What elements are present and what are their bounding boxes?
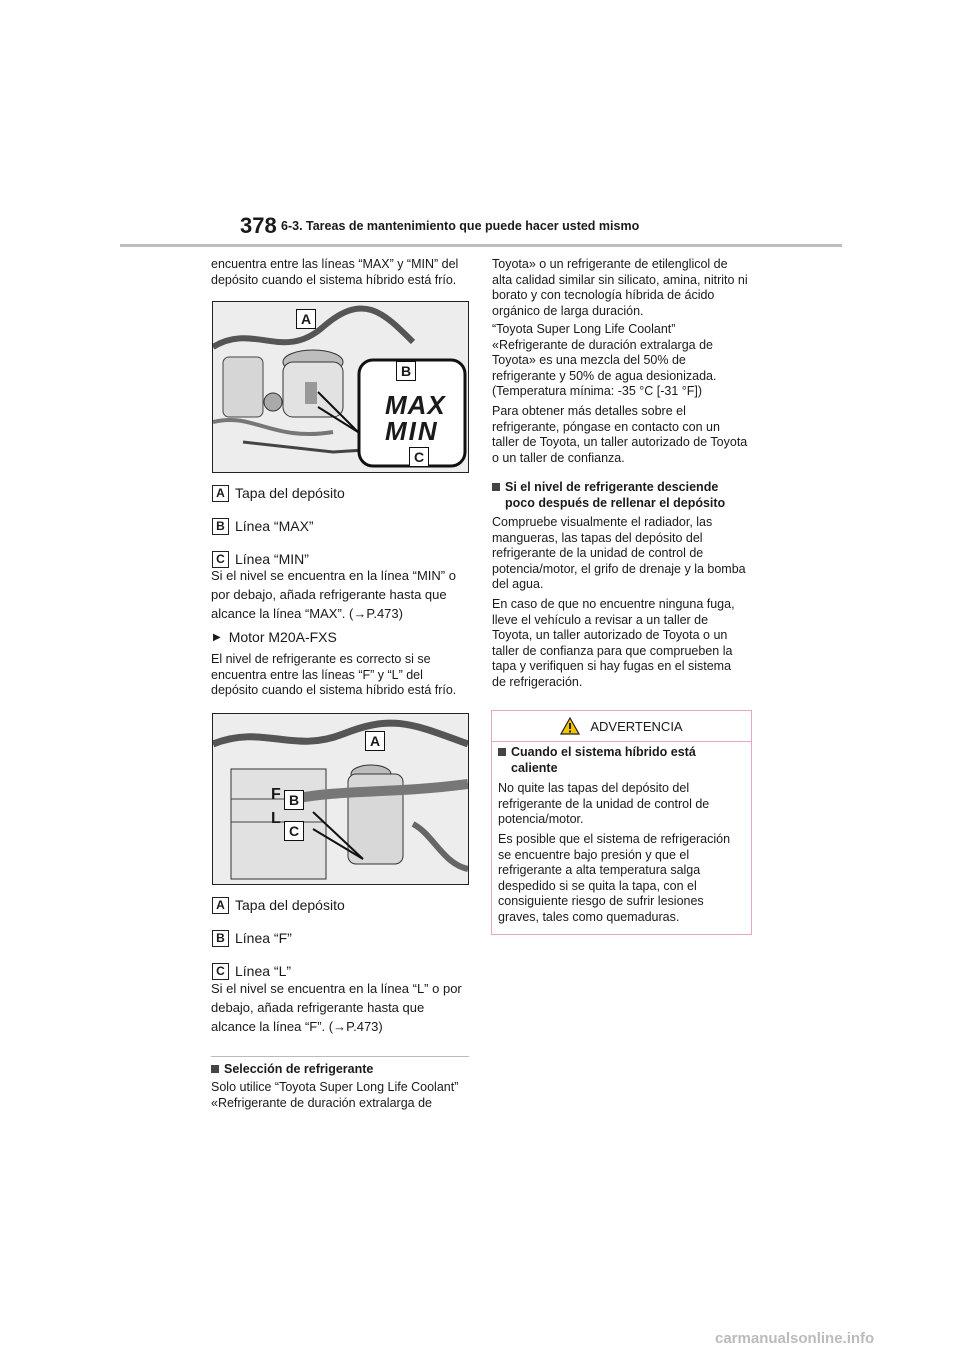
right-p1: Toyota» o un refrigerante de etilenglicol de alta calidad similar sin silicato, amina, nitrito ni borato y con tecnología híbrida de ácido orgánico de larga duración. [492, 257, 748, 318]
legend-text: Tapa del depósito [235, 485, 345, 501]
callout-c-fig2: C [284, 821, 304, 841]
engine-heading-text: Motor M20A-FXS [228, 629, 337, 645]
l-mark: L [271, 810, 281, 827]
note-line: debajo, añada refrigerante hasta que [211, 1000, 425, 1015]
divider [211, 1056, 469, 1057]
intro-text: encuentra entre las líneas “MAX” y “MIN” del depósito cuando el sistema híbrido está frío. [211, 257, 459, 287]
engine-heading [213, 629, 337, 645]
coolant-heading [211, 1062, 373, 1076]
section-title: 6-3. Tareas de mantenimiento que puede hacer usted mismo [281, 219, 640, 233]
callout-a-fig1: A [296, 309, 316, 329]
right-p5: En caso de que no encuentre ninguna fuga, lleve el vehículo a revisar a un taller de Toyota, un taller autorizado de Toyota o un taller de confianza para que comprueben la tapa y verifiquen si hay fugas en el sistema de refrigeración. [492, 597, 735, 689]
engine-text: El nivel de refrigerante es correcto si se encuentra entre las líneas “F” y “L” del depósito cuando el sistema híbrido está frío. [211, 652, 457, 697]
note-fig2 [211, 979, 481, 1036]
level-drop-heading-text: Si el nivel de refrigerante desciende poco después de rellenar el depósito [505, 480, 726, 510]
warning-p2: Es posible que el sistema de refrigeración se encuentre bajo presión y que el refrigerante a alta temperatura salga despedido si se quita la tapa, con el consiguiente riesgo de sufrir lesiones graves, tales como quemaduras. [498, 832, 731, 924]
f-mark: F [271, 786, 281, 803]
warning-heading-text: Cuando el sistema híbrido está caliente [511, 745, 696, 775]
triangle-bullet-icon: ▶ [213, 631, 221, 643]
legend-item [212, 894, 345, 916]
right-p3: Para obtener más detalles sobre el refrigerante, póngase en contacto con un taller de Toyota, un taller autorizado de Toyota o un taller de confianza. [492, 404, 748, 465]
warning-box [491, 710, 752, 935]
note-line: por debajo, añada refrigerante hasta que [211, 587, 447, 602]
figure-f-l [212, 713, 469, 885]
legend-text: Tapa del depósito [235, 897, 345, 913]
warning-heading [498, 745, 738, 776]
legend-text: Línea “F” [235, 930, 292, 946]
callout-b-fig2: B [284, 790, 304, 810]
callout-c-fig1: C [409, 447, 429, 467]
legend-fig1 [212, 482, 345, 570]
legend-key: C [212, 551, 229, 568]
level-drop-heading [492, 480, 748, 511]
legend-text: Línea “L” [235, 963, 292, 979]
note-line: alcance la línea “MAX”. (→P.473) [211, 606, 403, 621]
note-line: alcance la línea “F”. (→P.473) [211, 1019, 383, 1034]
engine-illustration-2 [213, 714, 468, 884]
legend-key: B [212, 518, 229, 535]
legend-text: Línea “MIN” [235, 551, 309, 567]
warning-header [492, 711, 751, 742]
max-mark: MAX [385, 390, 446, 420]
callout-a-fig2: A [365, 731, 385, 751]
header-rule [120, 244, 842, 247]
right-p4: Compruebe visualmente el radiador, las mangueras, las tapas del depósito del refrigerante de la unidad de control de potencia/motor, el grifo de drenaje y la bomba del agua. [492, 515, 746, 591]
figure-max-min [212, 301, 469, 473]
legend-key: B [212, 930, 229, 947]
square-bullet-icon [492, 483, 500, 491]
watermark: carmanualsonline.info [715, 1330, 875, 1347]
callout-b-fig1: B [396, 361, 416, 381]
warning-title: ADVERTENCIA [590, 718, 683, 734]
note-fig1 [211, 566, 481, 623]
page-number: 378 [240, 213, 277, 238]
coolant-text: Solo utilice “Toyota Super Long Life Coolant” «Refrigerante de duración extralarga de [211, 1080, 459, 1110]
min-mark: MIN [385, 416, 439, 446]
legend-key: A [212, 897, 229, 914]
note-line: Si el nivel se encuentra en la línea “L” o por [211, 981, 462, 996]
note-line: Si el nivel se encuentra en la línea “MIN” o [211, 568, 456, 583]
legend-item [212, 482, 345, 504]
legend-key: C [212, 963, 229, 980]
legend-item [212, 927, 345, 949]
warning-p1: No quite las tapas del depósito del refrigerante de la unidad de control de potencia/motor. [498, 781, 710, 826]
legend-item [212, 515, 345, 537]
square-bullet-icon [498, 748, 506, 756]
legend-fig2 [212, 894, 345, 982]
right-p2: “Toyota Super Long Life Coolant” «Refrigerante de duración extralarga de Toyota» es una mezcla del 50% de refrigerante y 50% de agua desionizada. (Temperatura mínima: -35 °C [-31 °F]) [492, 322, 717, 398]
legend-text: Línea “MAX” [235, 518, 314, 534]
legend-key: A [212, 485, 229, 502]
coolant-heading-text: Selección de refrigerante [224, 1062, 374, 1076]
square-bullet-icon [211, 1065, 219, 1073]
warning-icon [560, 717, 580, 735]
